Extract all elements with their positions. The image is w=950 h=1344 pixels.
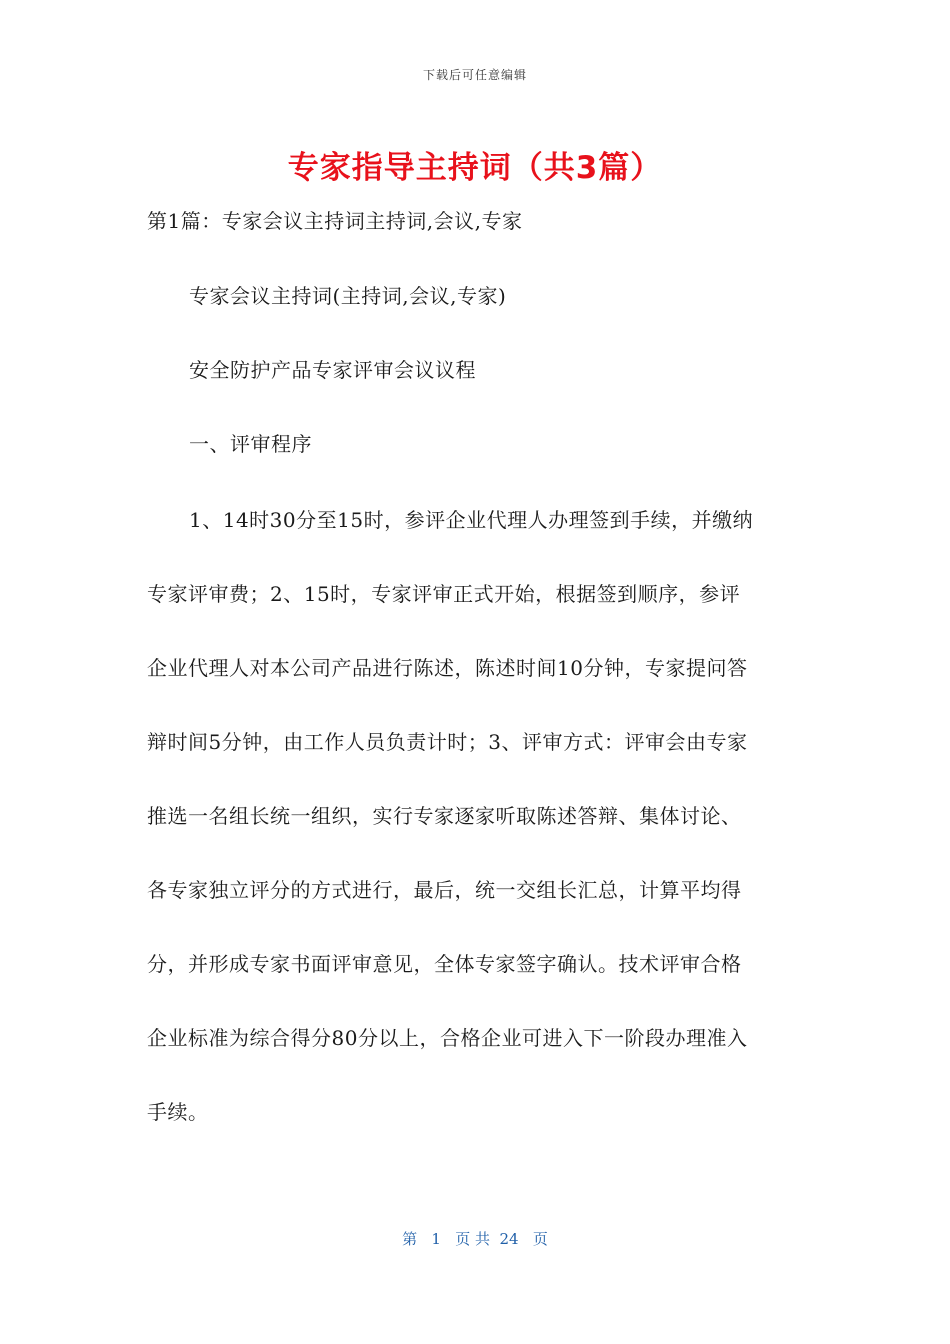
page-footer: 第 1 页 共 24 页 xyxy=(402,1230,548,1248)
body-line-2: 专家评审费；2、15时，专家评审正式开始，根据签到顺序，参评 xyxy=(147,582,741,606)
paragraph-2: 安全防护产品专家评审会议议程 xyxy=(189,358,476,382)
body-line-6: 各专家独立评分的方式进行，最后，统一交组长汇总，计算平均得 xyxy=(147,878,742,902)
body-line-5: 推选一名组长统一组织，实行专家逐家听取陈述答辩、集体讨论、 xyxy=(147,804,742,828)
body-line-8: 企业标准为综合得分80分以上，合格企业可进入下一阶段办理准入 xyxy=(147,1026,748,1050)
body-line-7: 分，并形成专家书面评审意见，全体专家签字确认。技术评审合格 xyxy=(147,952,742,976)
section-heading: 第1篇：专家会议主持词主持词,会议,专家 xyxy=(147,209,523,233)
header-note: 下载后可任意编辑 xyxy=(422,68,527,82)
paragraph-1: 专家会议主持词(主持词,会议,专家) xyxy=(189,284,507,308)
body-line-9: 手续。 xyxy=(147,1100,209,1124)
paragraph-3: 一、评审程序 xyxy=(189,432,312,456)
body-line-4: 辩时间5分钟，由工作人员负责计时；3、评审方式：评审会由专家 xyxy=(147,730,748,754)
body-line-1: 1、14时30分至15时，参评企业代理人办理签到手续，并缴纳 xyxy=(189,508,754,532)
document-title: 专家指导主持词（共3篇） xyxy=(287,150,663,186)
body-line-3: 企业代理人对本公司产品进行陈述，陈述时间10分钟，专家提问答 xyxy=(147,656,748,680)
